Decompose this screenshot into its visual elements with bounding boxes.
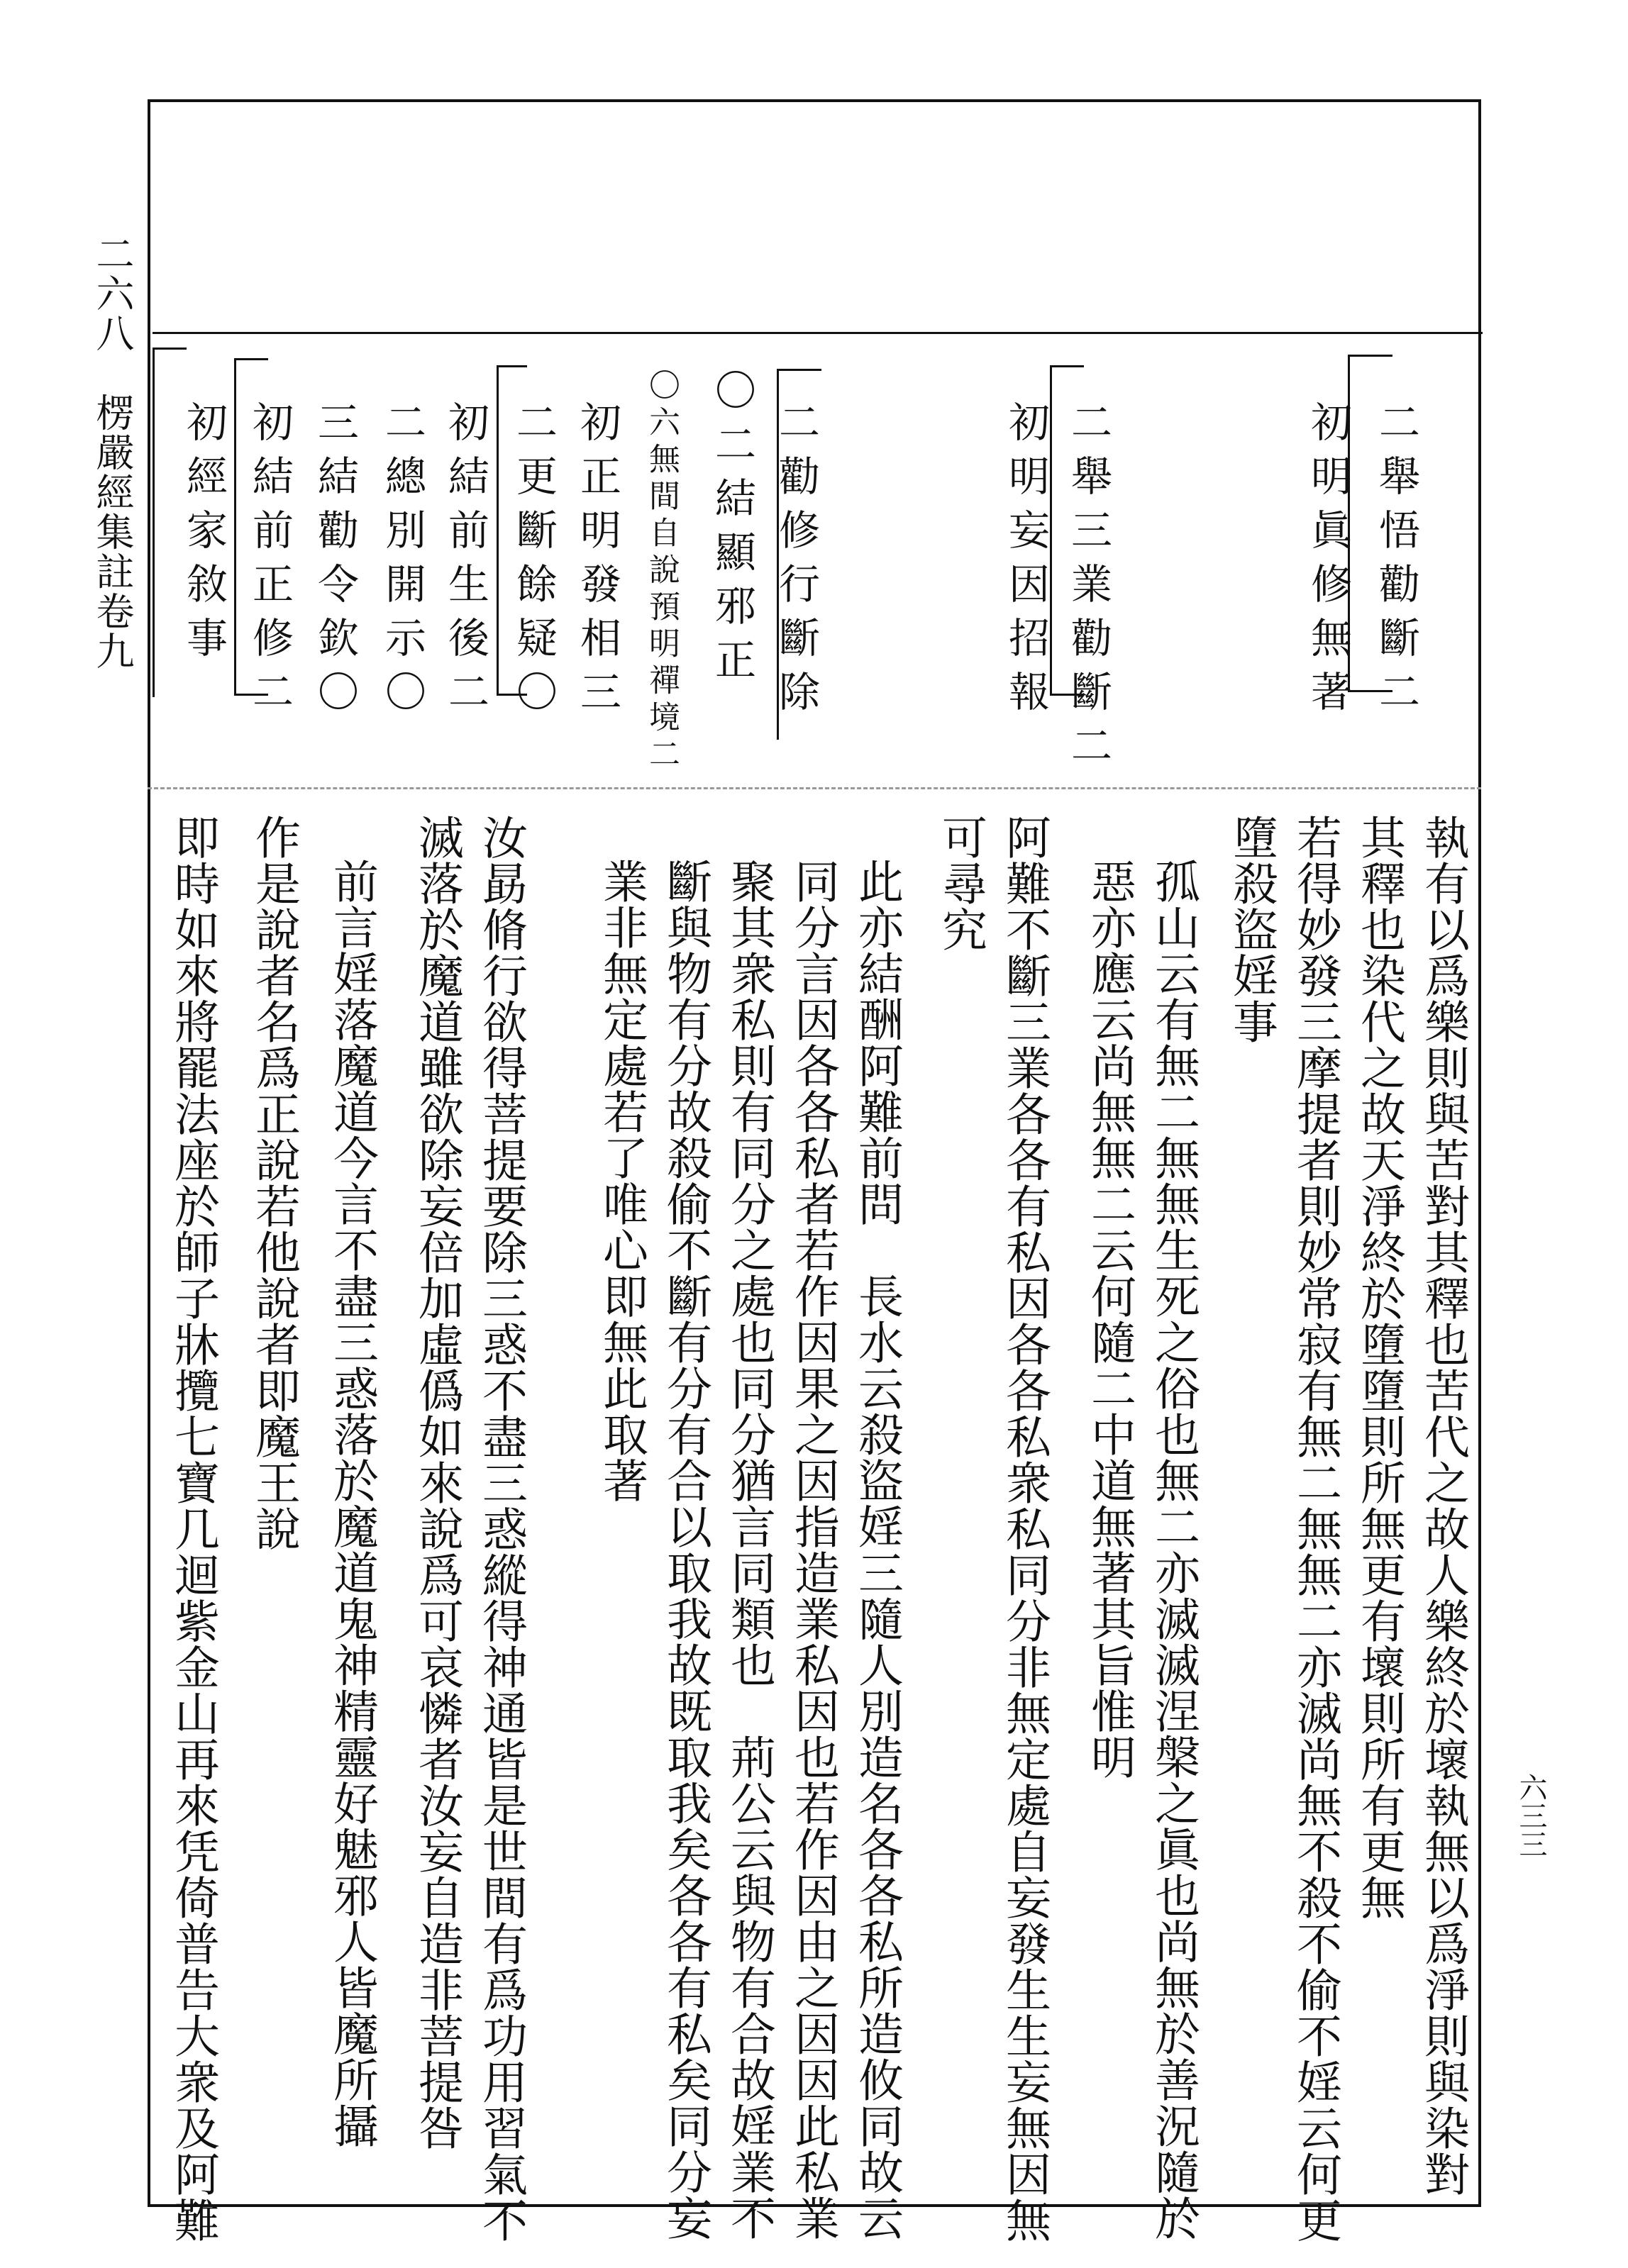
outline-item: 初結前正修二 [245, 401, 294, 724]
outline-item: 二總別開示〇 [378, 401, 426, 724]
outline-item: 二舉三業勸斷二 [1064, 401, 1112, 778]
text-column: 汝勗脩行欲得菩提要除三惑不盡三惑縱得神通皆是世間有爲功用習氣不 [475, 814, 527, 2243]
page-header: 二六八 楞嚴經集註卷九 [90, 234, 135, 671]
text-column: 即時如來將罷法座於師子牀攬七寶几迴紫金山再來凭倚普告大衆及阿難 [167, 814, 219, 2243]
text-column: 惡亦應云尚無無二云何隨二中道無著其旨惟明 [1083, 858, 1136, 1780]
outline-item: 二更斷餘疑〇 [509, 401, 558, 724]
text-column: 墮殺盜婬事 [1225, 814, 1278, 1045]
outline-item: 二勸修行斷除 [772, 401, 820, 724]
text-column: 聚其衆私則有同分之處也同分猶言同類也 荊公云與物有合故婬業不 [723, 858, 775, 2241]
text-column: 阿難不斷三業各各有私因各各私衆私同分非無定處自妄發生生妄無因無 [998, 814, 1051, 2243]
text-column: 執有以爲樂則與苦對其釋也苦代之故人樂終於壞執無以爲淨則與染對 [1417, 814, 1469, 2197]
section-divider [148, 787, 1481, 789]
text-column: 孤山云有無二無無生死之俗也無二亦滅滅涅槃之眞也尚無於善況隨於 [1147, 858, 1200, 2241]
outline-item: 初明妄因招報 [1002, 401, 1050, 724]
outline-item: 初正明發相三 [573, 401, 621, 724]
text-column: 業非無定處若了唯心即無此取著 [595, 858, 648, 1503]
outline-item: 二舉悟勸斷二 [1372, 401, 1420, 724]
text-column: 滅落於魔道雖欲除妄倍加虛僞如來說爲可哀憐者汝妄自造非菩提咎 [411, 814, 463, 2151]
text-column: 此亦結酬阿難前問 長水云殺盜婬三隨人別造名各各私所造攸同故云 [851, 858, 903, 2241]
outline-item: 〇二結顯邪正 [708, 369, 756, 692]
page-number: 六三三 [1515, 1773, 1547, 1858]
text-column: 可尋究 [934, 814, 987, 952]
outline-item: 初明眞修無著 [1304, 401, 1352, 724]
text-column: 前言婬落魔道今言不盡三惑落於魔道鬼神精靈好魅邪人皆魔所攝 [326, 858, 378, 2149]
text-column: 同分言因各各私者若作因果之因指造業私因也若作因由之因因此私業 [787, 858, 839, 2241]
outline-item: 初結前生後二 [441, 401, 489, 724]
outline-item: 初經家敘事 [179, 401, 228, 670]
text-column: 作是說者名爲正說若他說者即魔王說 [248, 814, 300, 1552]
text-column: 其釋也染代之故天淨終於墮墮則所無更有壞則所有更無 [1353, 814, 1405, 1920]
text-column: 若得妙發三摩提者則妙常寂有無二無無二亦滅尚無不殺不偷不婬云何更 [1289, 814, 1341, 2243]
outline-item: 三結勸令欽〇 [311, 401, 359, 724]
text-column: 斷與物有分故殺偷不斷有分有合以取我故既取我矣各各有私矣同分妄 [659, 858, 711, 2241]
outline-item: 〇六無間自說預明禪境二 [643, 369, 680, 774]
